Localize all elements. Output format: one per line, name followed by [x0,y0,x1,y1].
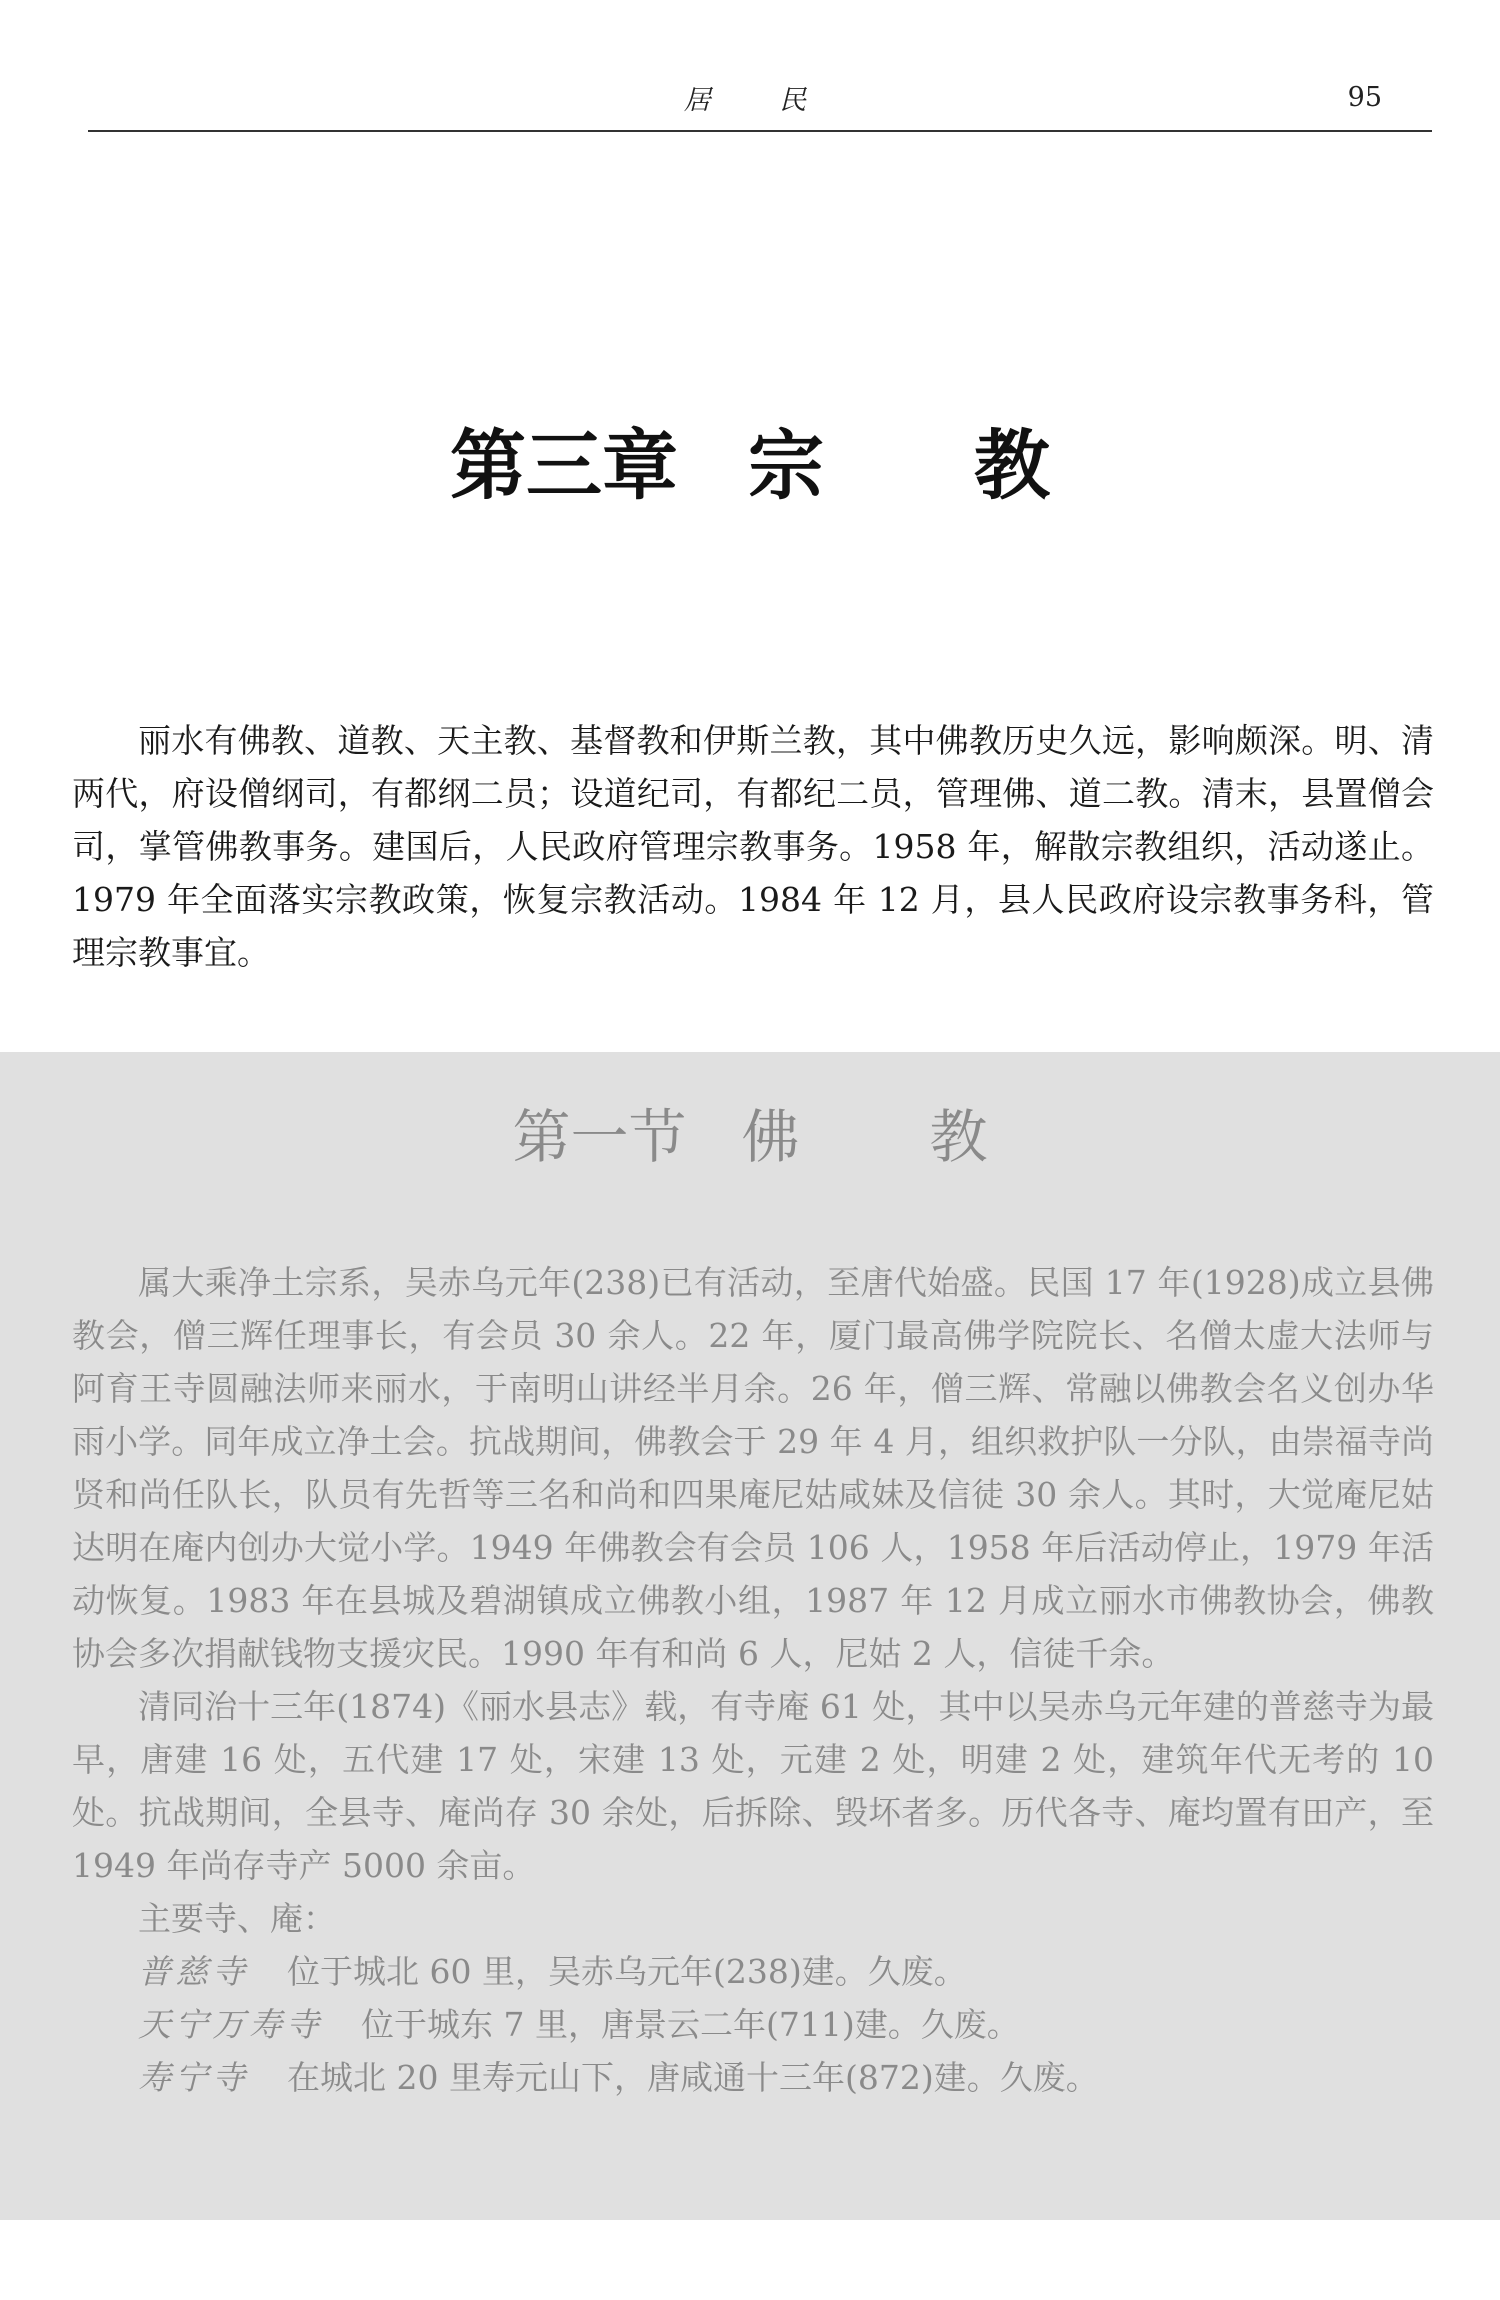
page-number: 95 [1347,82,1382,113]
running-title: 居 民 [683,85,837,116]
temple-list [72,1945,1434,2104]
temple-desc: 位于城北 60 里，吴赤乌元年(238)建。久废。 [287,1952,967,1991]
section-title-part2: 教 [929,1103,988,1171]
temple-list-heading: 主要寺、庵： [138,1899,336,1938]
chapter-title-part2: 教 [974,421,1050,510]
intro-text [72,714,1434,979]
list-item [72,1945,1434,1998]
temple-desc: 位于城东 7 里，唐景云二年(711)建。久废。 [361,2005,1020,2044]
section-paragraph: 属大乘净土宗系，吴赤乌元年(238)已有活动，至唐代始盛。民国 17 年(1928)成立县佛教会，僧三辉任理事长，有会员 30 余人。22 年，厦门最高佛学院院长、名僧太虚大法师与阿育王寺圆融法师来丽水，于南明山讲经半月余。26 年，僧三辉、常融以佛教会名义创办华雨小学。同年成立净土会。抗战期间，佛教会于 29 年 4 月，组织救护队一分队，由崇福寺尚贤和尚任队长，队员有先哲等三名和尚和四果庵尼姑咸妹及信徒 30 余人。其时，大觉庵尼姑达明在庵内创办大觉小学。1949 年佛教会有会员 106 人，1958 年后活动停止，1979 年活动恢复。1983 年在县城及碧湖镇成立佛教小组，1987 年 12 月成立丽水市佛教协会，佛教协会多次捐献钱物支援灾民。1990 年有和尚 6 人，尼姑 2 人，信徒千余。 [72,1263,1434,1673]
intro-paragraph: 丽水有佛教、道教、天主教、基督教和伊斯兰教，其中佛教历史久远，影响颇深。明、清两代，府设僧纲司，有都纲二员；设道纪司，有都纪二员，管理佛、道二教。清末，县置僧会司，掌管佛教事务。建国后，人民政府管理宗教事务。1958 年，解散宗教组织，活动遂止。1979 年全面落实宗教政策，恢复宗教活动。1984 年 12 月，县人民政府设宗教事务科，管理宗教事宜。 [72,721,1434,972]
section-paragraph: 清同治十三年(1874)《丽水县志》载，有寺庵 61 处，其中以吴赤乌元年建的普慈寺为最早，唐建 16 处，五代建 17 处，宋建 13 处，元建 2 处，明建 2 处，建筑年代无考的 10 处。抗战期间，全县寺、庵尚存 30 余处，后拆除、毁坏者多。历代各寺、庵均置有田产，至 1949 年尚存寺产 5000 余亩。 [72,1687,1434,1885]
section-label: 第一节 [512,1103,687,1171]
chapter-label: 第三章 [450,421,678,510]
section-body [72,1256,1434,2104]
temple-name: 普慈寺 [138,1952,249,1991]
temple-name: 寿宁寺 [138,2058,249,2097]
running-header [88,60,1432,132]
temple-name: 天宁万寿寺 [138,2005,323,2044]
temple-desc: 在城北 20 里寿元山下，唐咸通十三年(872)建。久废。 [287,2058,1099,2097]
section-title [0,1090,1500,1174]
list-item [72,2051,1434,2104]
chapter-title [0,405,1500,514]
list-item [72,1998,1434,2051]
chapter-title-part1: 宗 [748,421,824,510]
section-title-part1: 佛 [741,1103,800,1171]
